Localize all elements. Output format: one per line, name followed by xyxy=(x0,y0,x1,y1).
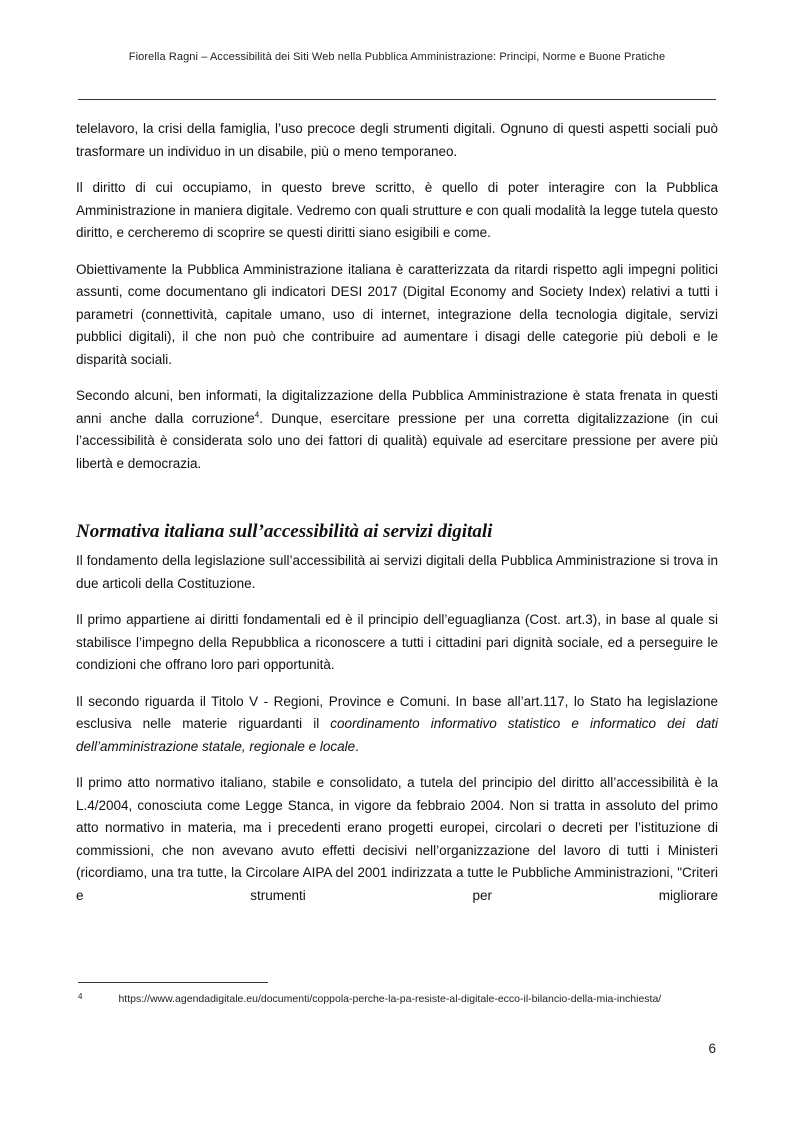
section-heading: Normativa italiana sull’accessibilità ai servizi digitali xyxy=(76,521,493,542)
paragraph-4 xyxy=(76,385,718,475)
footnote-link[interactable]: https://www.agendadigitale.eu/documenti/coppola-perche-la-pa-resiste-al-digitale-ecco-il-bilancio-della-mia-inchiesta/ xyxy=(118,993,662,1005)
paragraph-1: telelavoro, la crisi della famiglia, l’uso precoce degli strumenti digitali. Ognuno di questi aspetti sociali può trasformare un individuo in un disabile, più o meno temporaneo. xyxy=(76,121,718,159)
paragraph-2: Il diritto di cui occupiamo, in questo breve scritto, è quello di poter interagire con la Pubblica Amministrazione in maniera digitale. Vedremo con quali strutture e con quali modalità la legge tutela questo diritto, e cercheremo di scoprire se questi diritti siano esigibili e come. xyxy=(76,180,718,240)
footnote xyxy=(78,990,716,1008)
header-divider xyxy=(78,99,716,100)
footnote-number: 4 xyxy=(78,992,83,1001)
page-body xyxy=(76,118,718,921)
paragraph-6: Il primo appartiene ai diritti fondamentali ed è il principio dell’eguaglianza (Cost. art.3), in base al quale si stabilisce l’impegno della Repubblica a riconoscere a tutti i cittadini pari dignità sociale, ed a perseguire le condizioni che offrano loro pari opportunità. xyxy=(76,612,718,672)
paragraph-3: Obiettivamente la Pubblica Amministrazione italiana è caratterizzata da ritardi rispetto agli impegni politici assunti, come documentano gli indicatori DESI 2017 (Digital Economy and Society Index) relativi a tutti i parametri (connettività, capitale umano, uso di internet, integrazione della tecnologia digitale, servizi pubblici digitali), il che non può che contribuire ad aumentare i disagi delle categorie più deboli e le disparità sociali. xyxy=(76,261,718,367)
paragraph-4-text-b: . Dunque, esercitare pressione per una corretta digitalizzazione (in cui l’accessibilità è considerata solo uno dei fattori di qualità) equivale ad esercitare pressione per avere più libertà e democrazia. xyxy=(76,410,718,471)
paragraph-7-text-a: Il secondo riguarda il Titolo V - Regioni, Province e Comuni. In base all’art.117, lo Stato ha legislazione esclusiva nelle materie riguardanti il xyxy=(76,693,718,731)
paragraph-5: Il fondamento della legislazione sull’accessibilità ai servizi digitali della Pubblica Amministrazione si trova in due articoli della Costituzione. xyxy=(76,553,718,591)
footnote-reference[interactable]: 4 xyxy=(254,410,260,419)
paragraph-4-text-a: Secondo alcuni, ben informati, la digitalizzazione della Pubblica Amministrazione è stata frenata in questi anni anche dalla corruzione xyxy=(76,388,718,426)
paragraph-8: Il primo atto normativo italiano, stabile e consolidato, a tutela del principio del diritto all’accessibilità è la L.4/2004, conosciuta come Legge Stanca, in vigore da febbraio 2004. Non si tratta in assoluto del primo atto normativo in materia, ma i precedenti erano progetti europei, circolari o decreti per l’istituzione di commissioni, che non avevano avuto effetti decisivi nell’organizzazione del lavoro di tutti i Ministeri (ricordiamo, una tra tutte, la Circolare AIPA del 2001 indirizzata a tutte le Pubbliche Amministrazioni, "Criteri e strumenti per migliorare xyxy=(76,775,718,903)
paragraph-7 xyxy=(76,691,718,759)
page-number: 6 xyxy=(708,1041,716,1056)
paragraph-7-text-b: . xyxy=(355,738,359,754)
footnote-divider xyxy=(78,982,268,983)
paragraph-7-italic: coordinamento informativo statistico e informatico dei dati dell’amministrazione statale, regionale e locale xyxy=(76,716,718,754)
running-header: Fiorella Ragni – Accessibilità dei Siti Web nella Pubblica Amministrazione: Principi, Norme e Buone Pratiche xyxy=(128,51,666,63)
